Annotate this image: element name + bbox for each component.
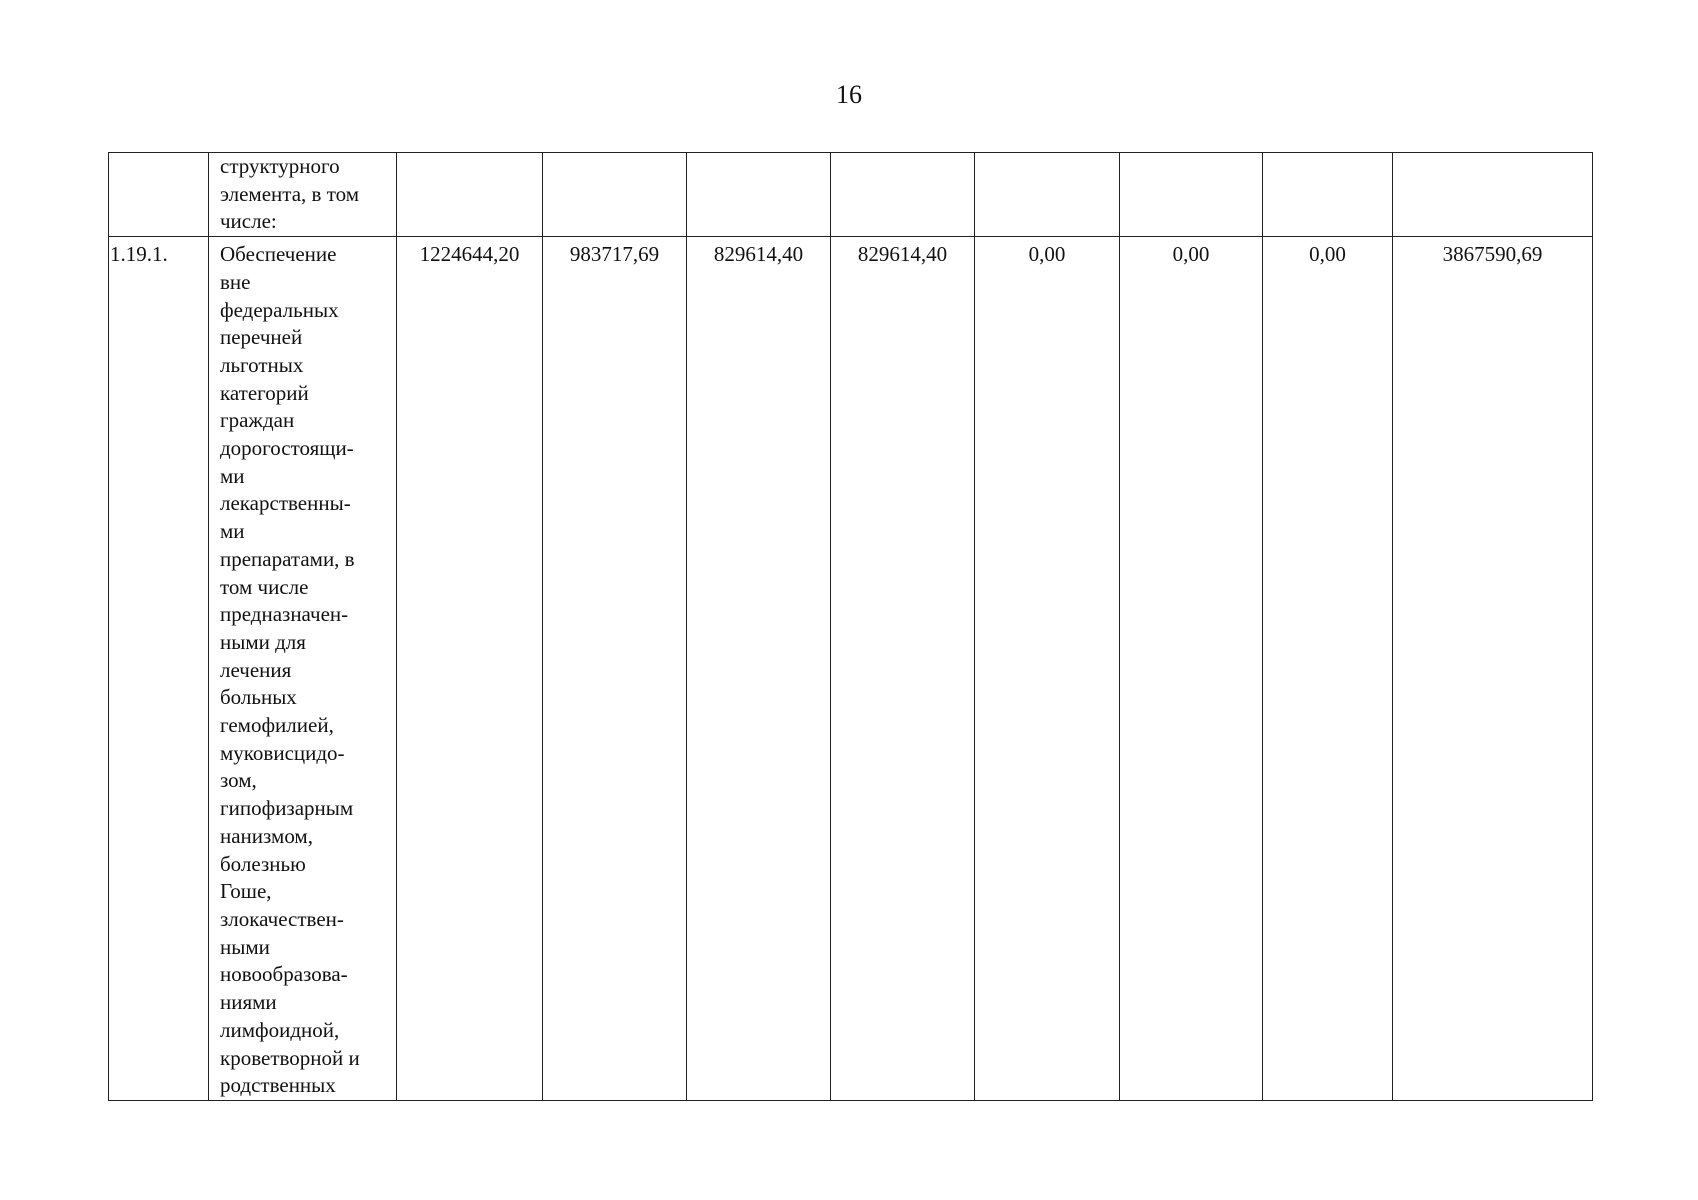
- row-value-6: 0,00: [1172, 242, 1210, 267]
- row-value-5: 0,00: [1028, 242, 1066, 267]
- header-cell-value-3: [687, 153, 831, 237]
- header-cell-value-total: [1393, 153, 1593, 237]
- budget-table: [108, 152, 1593, 1101]
- row-value-7: 0,00: [1309, 242, 1346, 267]
- row-value-cell-6: [1120, 237, 1263, 1101]
- row-value-1: 1224644,20: [419, 242, 520, 267]
- row-number: 1.19.1.: [110, 242, 168, 267]
- header-cell-number: [109, 153, 209, 237]
- page-number: 16: [836, 80, 862, 109]
- row-value-cell-2: [543, 237, 687, 1101]
- row-value-2: 983717,69: [569, 242, 660, 267]
- header-cell-value-2: [543, 153, 687, 237]
- header-cell-value-7: [1263, 153, 1393, 237]
- table-row-header-continuation: [109, 153, 1593, 237]
- row-value-3: 829614,40: [713, 242, 804, 267]
- table-row: [109, 237, 1593, 1101]
- header-cell-description: [209, 153, 397, 237]
- row-number-cell: [109, 237, 209, 1101]
- row-value-cell-5: [975, 237, 1120, 1101]
- header-cell-value-5: [975, 153, 1120, 237]
- row-description: Обеспечение вне федеральных перечней льготных категорий граждан дорогостоящи- ми лекарственны- ми препаратами, в том числе предназначен- ными для лечения больных гемофилией, муковисцидо- зом, гипофизарным нанизмом, болезнью Гоше, злокачествен- ными новообразова- ниями лимфоидной, кроветворной и родственных: [220, 242, 360, 1098]
- row-value-cell-3: [687, 237, 831, 1101]
- row-value-cell-total: [1393, 237, 1593, 1101]
- row-value-cell-7: [1263, 237, 1393, 1101]
- header-cell-value-1: [397, 153, 543, 237]
- row-description-cell: [209, 237, 397, 1101]
- header-cell-value-6: [1120, 153, 1263, 237]
- header-description-text: структурного элемента, в том числе:: [220, 154, 359, 234]
- row-value-total: 3867590,69: [1442, 242, 1543, 267]
- row-value-cell-4: [831, 237, 975, 1101]
- row-value-cell-1: [397, 237, 543, 1101]
- header-cell-value-4: [831, 153, 975, 237]
- row-value-4: 829614,40: [857, 242, 948, 267]
